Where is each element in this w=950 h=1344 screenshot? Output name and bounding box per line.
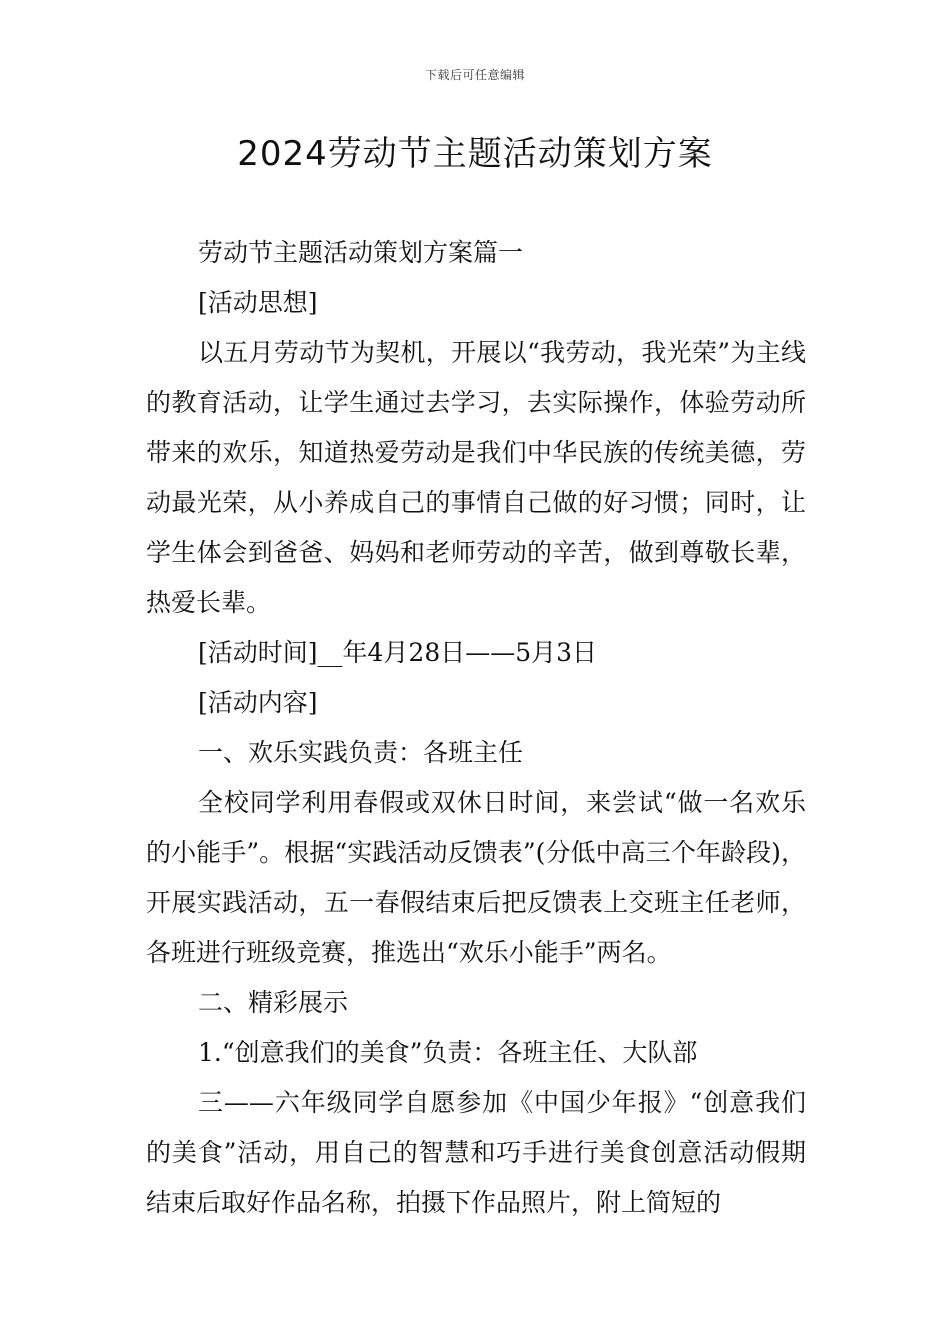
food-creative-heading: 1.“创意我们的美食”负责：各班主任、大队部 (198, 1038, 698, 1067)
header-note: 下载后可任意编辑 (424, 68, 525, 82)
showcase-heading: 二、精彩展示 (198, 988, 349, 1017)
activity-idea-paragraph: 以五月劳动节为契机，开展以“我劳动，我光荣”为主线的教育活动，让学生通过去学习，去实际操作，体验劳动所带来的欢乐，知道热爱劳动是我们中华民族的传统美德，劳动最光荣，从小养成自己的事情自己做的好习惯；同时，让学生体会到爸爸、妈妈和老师劳动的辛苦，做到尊敬长辈，热爱长辈。 (146, 338, 806, 617)
activity-content-heading: [活动内容] (198, 688, 318, 717)
document-body (146, 228, 806, 1228)
practice-heading: 一、欢乐实践负责：各班主任 (198, 738, 524, 767)
practice-paragraph: 全校同学利用春假或双休日时间，来尝试“做一名欢乐的小能手”。根据“实践活动反馈表”(分低中高三个年龄段)，开展实践活动，五一春假结束后把反馈表上交班主任老师，各班进行班级竞赛，推选出“欢乐小能手”两名。 (146, 788, 806, 967)
food-creative-paragraph: 三——六年级同学自愿参加《中国少年报》“创意我们的美食”活动，用自己的智慧和巧手进行美食创意活动假期结束后取好作品名称，拍摄下作品照片，附上简短的 (146, 1088, 806, 1217)
document-title: 2024劳动节主题活动策划方案 (237, 134, 713, 174)
section-heading: 劳动节主题活动策划方案篇一 (198, 238, 524, 267)
activity-idea-heading: [活动思想] (198, 288, 318, 317)
activity-time: [活动时间]__年4月28日——5月3日 (198, 638, 598, 667)
